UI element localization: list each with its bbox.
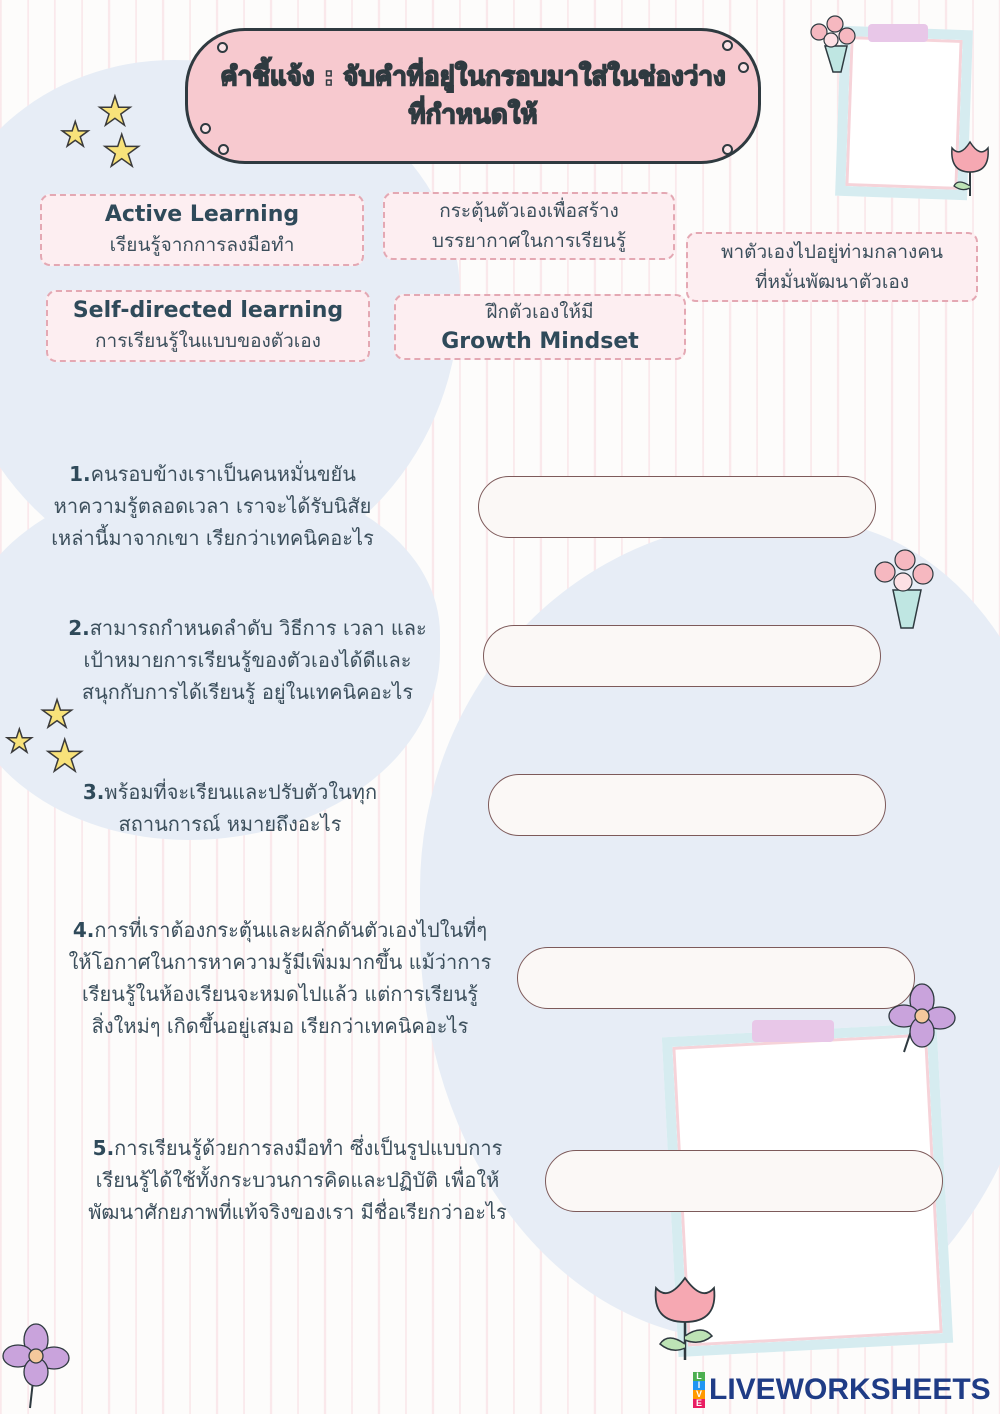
banner-dot: [722, 40, 733, 51]
logo-mark: [693, 1372, 705, 1408]
question-text: เรียนรู้ได้ใช้ทั้งกระบวนการคิดและปฏิบัติ เพื่อให้: [95, 1168, 500, 1192]
question-4: [20, 914, 540, 1042]
star-icon: ★: [5, 722, 34, 760]
question-text: การที่เราต้องกระตุ้นและผลักดันตัวเองไปในที่ๆ: [94, 918, 488, 942]
question-text: สิ่งใหม่ๆ เกิดขึ้นอยู่เสมอ เรียกว่าเทคนิคอะไร: [91, 1014, 469, 1038]
title-line-2: ที่กำหนดให้: [408, 100, 538, 130]
question-text: เรียนรู้ในห้องเรียนจะหมดไปแล้ว แต่การเรียนรู้: [81, 982, 479, 1006]
answer-box-2[interactable]: [483, 625, 881, 687]
logo-mark-letter: E: [693, 1399, 705, 1408]
question-text: พร้อมที่จะเรียนและปรับตัวในทุก: [104, 780, 378, 804]
question-5: [40, 1132, 555, 1228]
answer-box-1[interactable]: [478, 476, 876, 538]
title-line-1: คำชี้แจ้ง : จับคำที่อยู่ในกรอบมาใส่ในช่องว่าง: [220, 62, 726, 92]
star-icon: ★: [40, 692, 75, 736]
question-number: 1.: [69, 462, 91, 486]
banner-dot: [200, 123, 211, 134]
answer-box-3[interactable]: [488, 774, 886, 836]
word-card-title: Active Learning: [104, 202, 300, 227]
word-card-surround-self[interactable]: [686, 232, 978, 302]
banner-dot: [738, 62, 749, 73]
star-icon: ★: [102, 126, 142, 177]
question-text: สถานการณ์ หมายถึงอะไร: [118, 812, 342, 836]
question-text: การเรียนรู้ด้วยการลงมือทำ ซึ่งเป็นรูปแบบการ: [114, 1136, 503, 1160]
banner-dot: [218, 144, 229, 155]
question-3: [40, 776, 420, 840]
question-text: สนุกกับการได้เรียนรู้ อยู่ในเทคนิคอะไร: [81, 680, 414, 704]
question-1: [20, 458, 405, 554]
word-card-subtitle: การเรียนรู้ในแบบของตัวเอง: [95, 330, 321, 352]
question-number: 2.: [68, 616, 90, 640]
word-card-self-directed[interactable]: [46, 290, 370, 362]
logo-text: LIVEWORKSHEETS: [709, 1373, 991, 1406]
question-number: 4.: [72, 918, 95, 942]
question-number: 5.: [92, 1136, 115, 1160]
word-card-growth-mindset[interactable]: [394, 294, 686, 360]
question-text: หาความรู้ตลอดเวลา เราจะได้รับนิสัย: [53, 494, 372, 518]
tulip-icon: [640, 1262, 730, 1362]
title-banner: [185, 28, 761, 164]
bouquet-icon: [795, 8, 865, 80]
word-card-subtitle: ฝึกตัวเองให้มี: [486, 301, 594, 323]
bouquet-icon: [855, 540, 945, 635]
word-card-title: Growth Mindset: [441, 329, 639, 354]
word-card-motivate-self[interactable]: [383, 192, 675, 260]
liveworksheets-logo: [693, 1372, 991, 1408]
word-card-active-learning[interactable]: [40, 194, 364, 266]
logo-mark-letter: I: [693, 1381, 705, 1390]
word-card-line: กระตุ้นตัวเองเพื่อสร้าง: [439, 200, 619, 222]
question-2: [30, 612, 465, 708]
tulip-icon: [940, 128, 1000, 198]
question-number: 3.: [82, 780, 105, 804]
flower-icon: [882, 978, 962, 1058]
word-card-subtitle: เรียนรู้จากการลงมือทำ: [109, 234, 295, 256]
banner-dot: [217, 42, 228, 53]
logo-mark-letter: L: [693, 1372, 705, 1381]
question-text: พัฒนาศักยภาพที่แท้จริงของเรา มีชื่อเรียกว่าอะไร: [88, 1200, 507, 1224]
star-icon: ★: [45, 731, 85, 782]
flower-icon: [0, 1320, 75, 1410]
answer-box-5[interactable]: [545, 1150, 943, 1212]
word-card-line: บรรยากาศในการเรียนรู้: [431, 230, 627, 252]
question-text: ให้โอกาศในการหาความรู้มีเพิ่มมากขึ้น แม้ว่าการ: [68, 950, 492, 974]
tape-decoration: [868, 24, 928, 42]
tape-decoration: [752, 1020, 834, 1042]
word-card-line: พาตัวเองไปอยู่ท่ามกลางคน: [720, 241, 944, 263]
word-card-line: ที่หมั่นพัฒนาตัวเอง: [754, 271, 910, 293]
question-text: เหล่านี้มาจากเขา เรียกว่าเทคนิคอะไร: [51, 526, 374, 550]
star-icon: ★: [60, 115, 91, 155]
logo-mark-letter: V: [693, 1390, 705, 1399]
word-card-title: Self-directed learning: [72, 298, 344, 323]
star-icon: ★: [97, 89, 133, 135]
answer-box-4[interactable]: [517, 947, 915, 1009]
banner-dot: [722, 144, 733, 155]
question-text: สามารถกำหนดลำดับ วิธีการ เวลา และ: [89, 616, 427, 640]
question-text: เป้าหมายการเรียนรู้ของตัวเองได้ดีและ: [83, 648, 412, 672]
question-text: คนรอบข้างเราเป็นคนหมั่นขยัน: [90, 462, 356, 486]
